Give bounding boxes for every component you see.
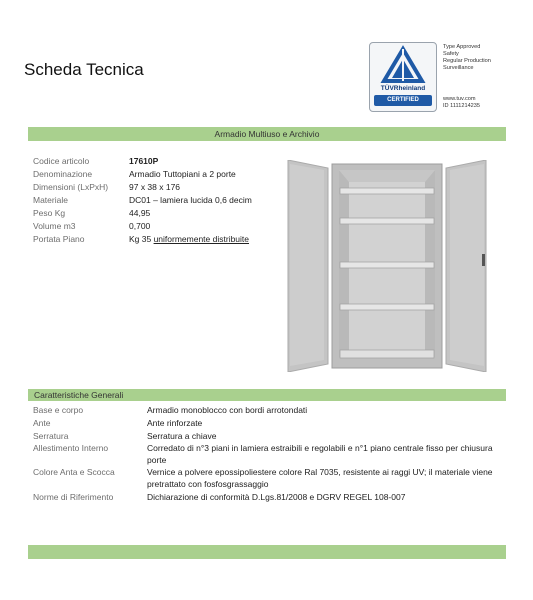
general-row — [33, 491, 508, 504]
tuv-logo — [369, 42, 437, 112]
general-label: Allestimento Interno — [33, 443, 109, 453]
page-title: Scheda Tecnica — [24, 60, 144, 79]
spec-value: 0,700 — [129, 221, 151, 231]
general-row — [33, 443, 508, 467]
general-characteristics-table — [33, 404, 508, 504]
spec-value: Armadio Tuttopiani a 2 porte — [129, 169, 236, 179]
general-label: Colore Anta e Scocca — [33, 467, 115, 477]
cabinet-image — [284, 160, 490, 372]
cert-line: Safety — [443, 51, 459, 57]
spec-value-prefix: Kg 35 — [129, 234, 154, 244]
general-value: Dichiarazione di conformità D.Lgs.81/2008 e DGRV REGEL 108-007 — [147, 492, 406, 502]
cert-id: ID 1111214235 — [443, 103, 481, 109]
general-row — [33, 417, 508, 430]
tuv-certification-badge — [369, 42, 506, 112]
certification-footer — [443, 96, 480, 110]
general-row — [33, 430, 508, 443]
tuv-brand-label: TÜVRheinland — [380, 85, 426, 92]
spec-value-underlined: uniformemente distribuite — [153, 234, 250, 244]
spec-value: 17610P — [129, 156, 159, 166]
product-title-bar: Armadio Multiuso e Archivio — [28, 127, 506, 141]
general-label: Serratura — [33, 431, 69, 441]
spec-label: Dimensioni (LxPxH) — [33, 182, 109, 192]
spec-label: Codice articolo — [33, 156, 90, 166]
cert-line: Regular Production — [443, 58, 491, 64]
general-value: Ante rinforzate — [147, 418, 203, 428]
general-characteristics-header — [28, 389, 506, 401]
cert-line: Surveillance — [443, 65, 474, 71]
spec-value — [129, 233, 271, 246]
general-value: Armadio monoblocco con bordi arrotondati — [147, 405, 308, 415]
spec-label: Peso Kg — [33, 208, 66, 218]
cert-line: Type Approved — [443, 44, 481, 50]
spec-label: Portata Piano — [33, 234, 85, 244]
spec-label: Volume m3 — [33, 221, 76, 231]
general-value: Vernice a polvere epossipoliestere colore Ral 7035, resistente ai raggi UV; il materiale viene pretrattato con fosfosgrassaggio — [147, 467, 493, 489]
general-value: Corredato di n°3 piani in lamiera estraibili e regolabili e n°1 piano centrale fisso per chiusura porte — [147, 443, 493, 465]
general-label: Norme di Riferimento — [33, 492, 114, 502]
general-value: Serratura a chiave — [147, 431, 217, 441]
spec-value: DC01 – lamiera lucida 0,6 decim — [129, 195, 252, 205]
spec-value: 97 x 38 x 176 — [129, 182, 181, 192]
cert-website: www.tuv.com — [443, 96, 476, 102]
general-characteristics-title: Caratteristiche Generali — [34, 390, 124, 400]
footer-bar — [28, 545, 506, 559]
certification-lines — [443, 44, 506, 72]
certified-label: CERTIFIED — [374, 95, 432, 106]
tuv-triangle-icon — [370, 43, 436, 85]
general-label: Ante — [33, 418, 51, 428]
spec-label: Denominazione — [33, 169, 93, 179]
general-row — [33, 404, 508, 417]
spec-value: 44,95 — [129, 208, 151, 218]
general-row — [33, 467, 508, 491]
spec-label: Materiale — [33, 195, 68, 205]
general-label: Base e corpo — [33, 405, 84, 415]
